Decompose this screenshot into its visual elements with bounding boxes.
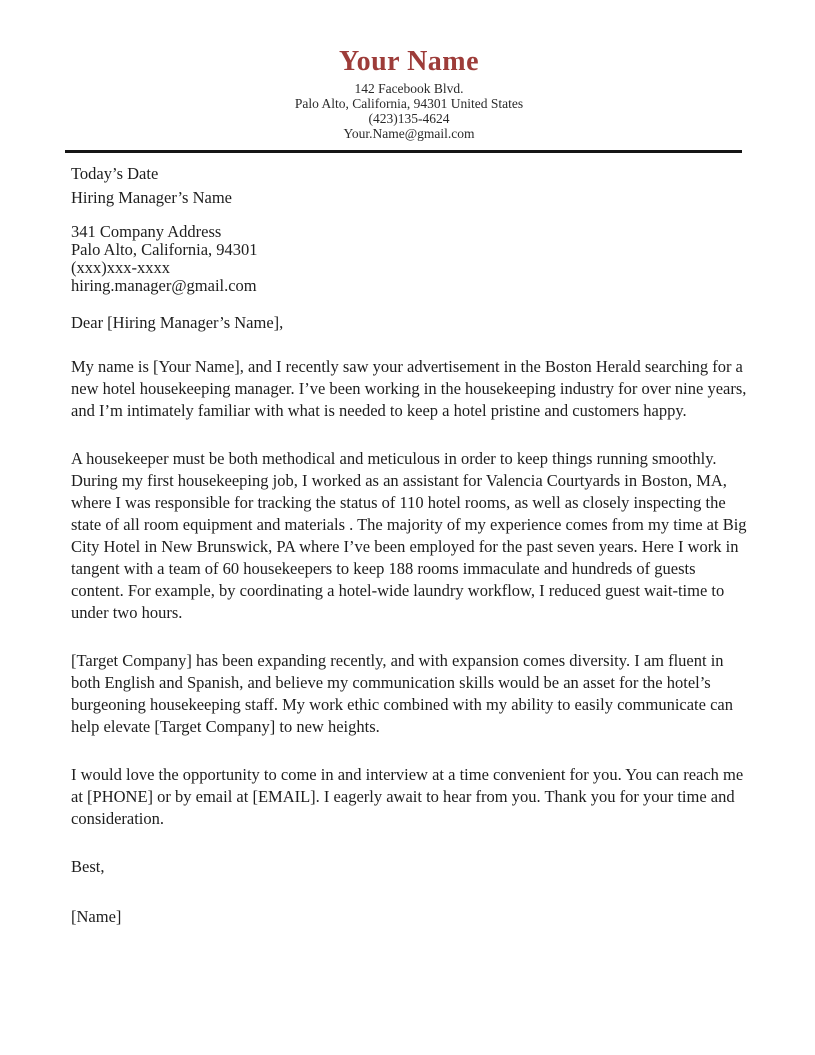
hiring-manager-name-line: Hiring Manager’s Name [71, 188, 232, 207]
company-street-address: 341 Company Address [71, 222, 222, 241]
author-city-state: Palo Alto, California, 94301 United States [294, 96, 524, 111]
author-name-heading: Your Name [338, 46, 480, 77]
letter-header [71, 46, 747, 141]
todays-date-line: Today’s Date [71, 164, 159, 183]
letter-body [71, 162, 747, 928]
company-city-state: Palo Alto, California, 94301 [71, 240, 258, 259]
salutation: Dear [Hiring Manager’s Name], [71, 313, 284, 332]
signature-placeholder: [Name] [71, 907, 122, 926]
author-street-address: 142 Facebook Blvd. [354, 81, 464, 96]
author-contact-block [71, 81, 747, 141]
recipient-info-block [71, 162, 747, 210]
company-phone: (xxx)xxx-xxxx [71, 258, 170, 277]
body-paragraph-3: [Target Company] has been expanding recently, and with expansion comes diversity. I am fluent in both English and Spanish, and believe my communication skills would be an asset for the hotel’s burgeoning housekeeping staff. My work ethic combined with my ability to easily communicate can help elevate [Target Company] to new heights. [71, 651, 733, 736]
company-email: hiring.manager@gmail.com [71, 276, 257, 295]
body-paragraph-2: A housekeeper must be both methodical and meticulous in order to keep things running smoothly. During my first housekeeping job, I worked as an assistant for Valencia Courtyards in Boston, MA, where I was responsible for tracking the status of 110 hotel rooms, as well as closely inspecting the state of all room equipment and materials . The majority of my experience comes from my time at Big City Hotel in New Brunswick, PA where I’ve been employed for the past seven years. Here I work in tangent with a team of 60 housekeepers to keep 188 rooms immaculate and hundreds of guests content. For example, by coordinating a hotel-wide laundry workflow, I reduced guest wait-time to under two hours. [71, 449, 747, 622]
closing-line: Best, [71, 857, 105, 876]
company-address-block [71, 223, 747, 295]
author-phone: (423)135-4624 [368, 111, 450, 126]
body-paragraph-4: I would love the opportunity to come in and interview at a time convenient for you. You can reach me at [PHONE] or by email at [EMAIL]. I eagerly await to hear from you. Thank you for your time and consideration. [71, 765, 744, 828]
header-divider-rule [65, 150, 742, 153]
body-paragraph-1: My name is [Your Name], and I recently saw your advertisement in the Boston Herald searching for a new hotel housekeeping manager. I’ve been working in the housekeeping industry for over nine years, and I’m intimately familiar with what is needed to keep a hotel pristine and customers happy. [71, 357, 747, 420]
author-email: Your.Name@gmail.com [343, 126, 475, 141]
